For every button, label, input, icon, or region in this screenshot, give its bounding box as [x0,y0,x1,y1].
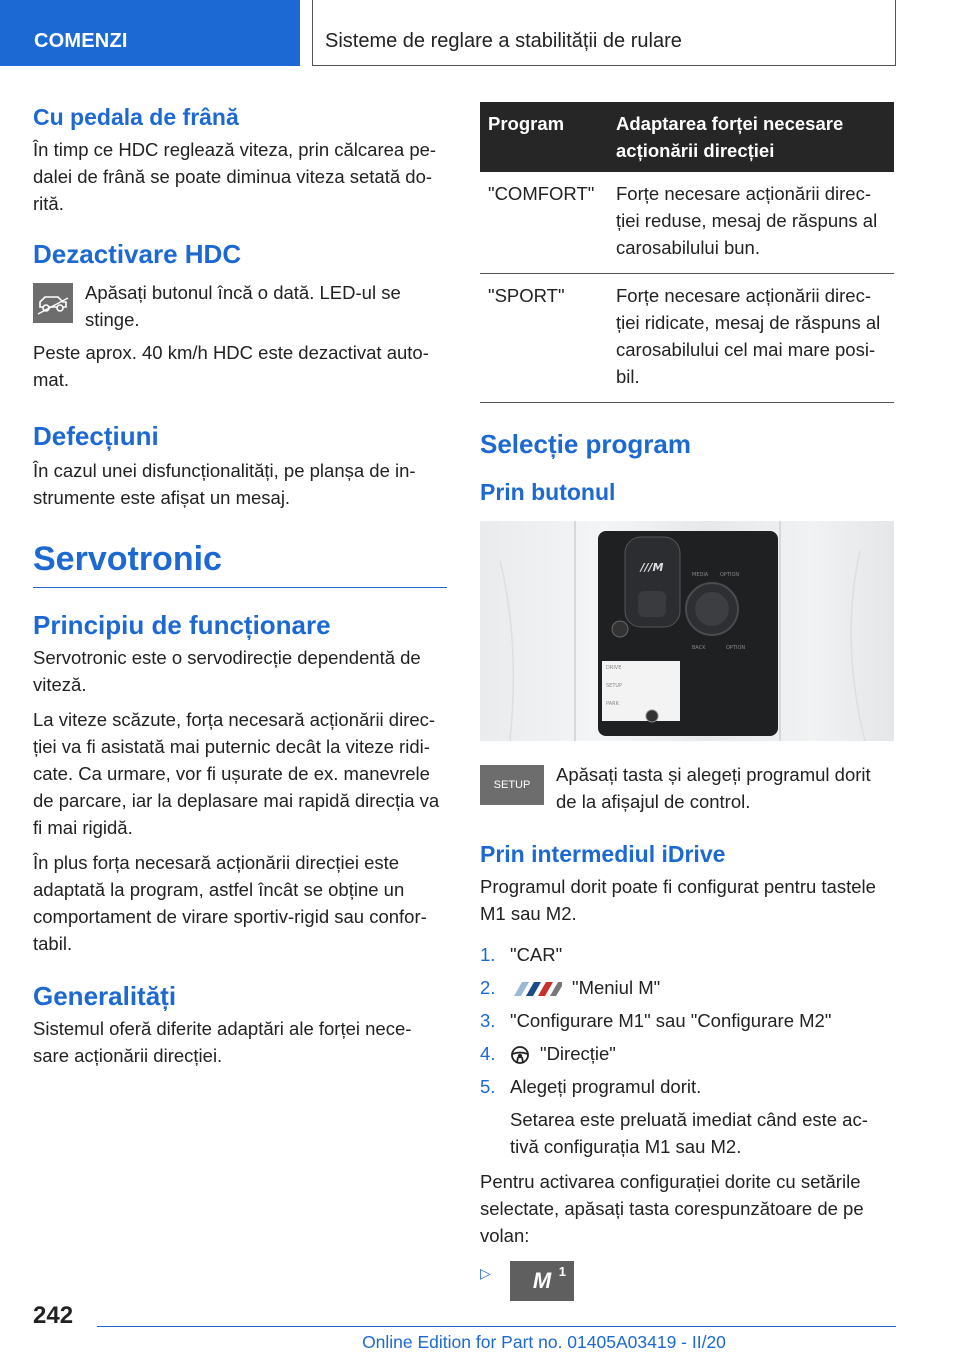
center-console-photo [480,521,894,741]
step-number: 2. [480,977,496,998]
step-text: "CAR" [510,944,563,965]
list-item [480,1007,894,1034]
via-button-heading: Prin butonul [480,479,616,505]
hdc-button-icon [33,283,73,323]
step-number: 1. [480,944,496,965]
idrive-steps-list [480,941,894,1100]
table-row [480,274,894,403]
table-cell-description: Forțe necesare acționării direc-ției ridicate, mesaj de răspuns al carosabilului cel mai mare posi-bil. [608,274,894,403]
m1-key-icon [510,1261,574,1301]
step-5-note: Setarea este preluată imediat când este ac-tivă configurația M1 sau M2. [510,1109,868,1157]
brake-paragraph: În timp ce HDC reglează viteza, prin călcarea pe-dalei de frână se poate diminua viteza setată do-rită. [33,139,437,214]
list-item [480,1040,894,1067]
footer-divider [97,1326,896,1327]
m1-key-letter: M [532,1268,552,1293]
program-selection-heading: Selecție program [480,429,691,459]
principle-paragraph-2: La viteze scăzute, forța necesară acționării direc-ției va fi asistată mai puternic decât la viteze ridi-cate. Ca urmare, vor fi ușurate de ex. manevrele de parcare, iar la deplasare mai rapidă direcția va fi mai rigidă. [33,709,440,838]
step-text: Alegeți programul dorit. [510,1076,702,1097]
svg-text:PARK: PARK [606,701,619,707]
step-text: "Configurare M1" sau "Configurare M2" [510,1010,832,1031]
svg-text:BACK: BACK [692,645,706,651]
general-heading: Generalități [33,981,177,1011]
step-number: 4. [480,1043,496,1064]
header-chapter-box [312,0,896,66]
svg-text:SETUP: SETUP [606,683,623,689]
general-paragraph: Sistemul oferă diferite adaptări ale forței nece-sare acționării direcției. [33,1018,412,1066]
m1-key-row [480,1261,894,1301]
table-header-adaptation: Adaptarea forței necesare acționării direcției [608,102,894,172]
table-cell-program: "COMFORT" [480,172,608,274]
list-item [480,974,894,1001]
principle-paragraph-3: În plus forța necesară acționării direcției este adaptată la program, astfel încât se obține un comportament de virare sportiv-rigid sau confor-tabil. [33,852,427,954]
svg-text:OPTION: OPTION [726,645,746,651]
brake-heading: Cu pedala de frână [33,104,239,130]
svg-text:OPTION: OPTION [720,572,740,578]
m-stripes-icon [510,982,562,996]
table-header-program: Program [480,102,608,172]
svg-text:DRIVE: DRIVE [606,665,622,671]
steering-wheel-icon [510,1045,530,1065]
svg-text:MEDIA: MEDIA [692,572,709,578]
idrive-paragraph: Programul dorit poate fi configurat pentru tastele M1 sau M2. [480,876,876,924]
footer-edition: Online Edition for Part no. 01405A03419 - II/20 [362,1332,726,1352]
program-table [480,102,894,403]
list-item [480,1073,894,1100]
setup-button-icon [480,765,544,805]
page-number: 242 [33,1302,74,1329]
table-header-row [480,102,894,172]
setup-button-label: SETUP [493,779,531,791]
deactivate-instruction: Apăsați butonul încă o dată. LED-ul se stinge. [85,282,401,330]
step-number: 3. [480,1010,496,1031]
servotronic-chapter-title: Servotronic [33,540,222,578]
m1-key-number: 1 [558,1264,566,1279]
header-section-tab [0,0,300,66]
table-row [480,172,894,274]
chapter-divider [33,587,447,588]
header-chapter-label: Sisteme de reglare a stabilității de rulare [325,30,682,52]
setup-instruction: Apăsați tasta și alegeți programul dorit de la afișajul de control. [556,764,871,812]
header-section-label: COMENZI [34,30,128,52]
list-item [480,941,894,968]
table-cell-program: "SPORT" [480,274,608,403]
activation-paragraph: Pentru activarea configurației dorite cu setările selectate, apăsați tasta corespunzătoare de pe volan: [480,1171,864,1246]
faults-heading: Defecțiuni [33,421,159,451]
principle-paragraph-1: Servotronic este o servodirecție dependentă de viteză. [33,647,421,695]
step-text: "Direcție" [540,1043,616,1064]
left-column [33,102,447,1069]
deactivate-hdc-heading: Dezactivare HDC [33,239,242,269]
hdc-button-row [33,279,447,333]
table-cell-description: Forțe necesare acționării direc-ției reduse, mesaj de răspuns al carosabilului bun. [608,172,894,274]
triangle-bullet-icon: ▷ [480,1265,491,1281]
step-number: 5. [480,1076,496,1097]
faults-paragraph: În cazul unei disfuncționalități, pe planșa de in-strumente este afișat un mesaj. [33,460,416,508]
svg-text:///M: ///M [640,561,664,574]
principle-heading: Principiu de funcționare [33,610,331,640]
setup-button-row [480,761,894,815]
via-idrive-heading: Prin intermediul iDrive [480,841,726,867]
right-column [480,102,894,1301]
deactivate-note: Peste aprox. 40 km/h HDC este dezactivat auto-mat. [33,342,429,390]
step-text: "Meniul M" [572,977,661,998]
